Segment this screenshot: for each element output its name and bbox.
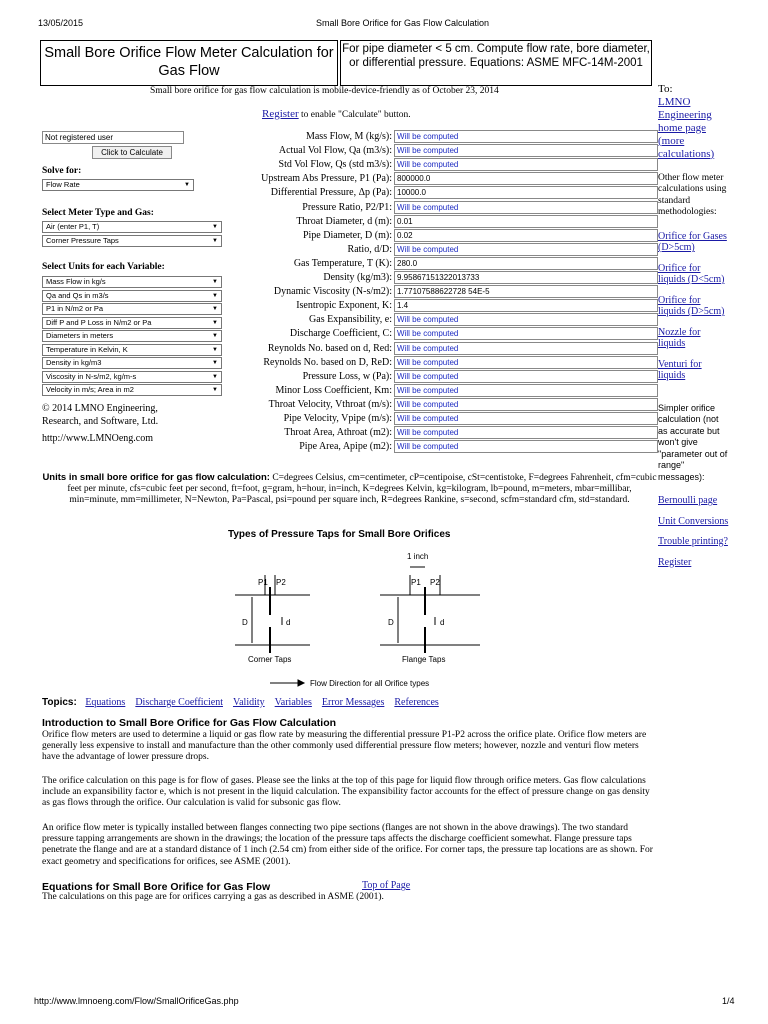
mobile-note: Small bore orifice for gas flow calculation is mobile-device-friendly as of October 23, 2014 — [150, 86, 499, 96]
sidebar-to: To: — [658, 83, 673, 95]
field-label: Isentropic Exponent, K: — [296, 300, 392, 312]
field-input[interactable]: 9.95867151322013733 — [394, 271, 658, 284]
unit-select-value: Density in kg/m3 — [46, 358, 102, 367]
chevron-down-icon: ▼ — [212, 292, 218, 299]
units-paragraph — [42, 472, 657, 507]
copyright — [42, 402, 158, 445]
page-title: Small Bore Orifice Flow Meter Calculation for Gas Flow — [40, 40, 338, 86]
field-input[interactable]: 800000.0 — [394, 172, 658, 185]
sidebar-links-orifice — [658, 231, 730, 382]
flange-p2-label: P2 — [430, 578, 440, 587]
register-link[interactable]: Register — [262, 108, 299, 120]
topic-link[interactable]: Variables — [274, 697, 312, 708]
unit-select[interactable] — [42, 276, 222, 288]
chevron-down-icon: ▼ — [212, 319, 218, 326]
sidebar-link[interactable]: Trouble printing? — [658, 536, 728, 547]
chevron-down-icon: ▼ — [212, 387, 218, 393]
print-url: http://www.lmnoeng.com/Flow/SmallOrificeGas.php — [34, 996, 239, 1006]
field-label: Actual Vol Flow, Qa (m3/s): — [278, 145, 392, 157]
chevron-down-icon: ▼ — [212, 373, 218, 380]
field-label: Dynamic Viscosity (N-s/m2): — [273, 286, 392, 298]
print-date: 13/05/2015 — [38, 18, 84, 28]
sidebar-link[interactable]: Venturi for liquids — [658, 358, 702, 381]
field-label: Throat Diameter, d (m): — [296, 215, 392, 227]
topic-link[interactable]: References — [394, 697, 439, 708]
field-input[interactable]: Will be computed — [394, 440, 658, 453]
topic-link[interactable]: Equations — [85, 697, 126, 708]
field-input[interactable]: Will be computed — [394, 426, 658, 439]
unit-select[interactable] — [42, 290, 222, 302]
field-input[interactable]: Will be computed — [394, 243, 658, 256]
chevron-down-icon: ▼ — [212, 306, 218, 312]
field-input[interactable]: 280.0 — [394, 257, 658, 270]
topic-link[interactable]: Error Messages — [321, 697, 385, 708]
field-label: Std Vol Flow, Qs (std m3/s): — [278, 159, 392, 171]
inch-label: 1 inch — [407, 552, 429, 561]
calculate-button[interactable]: Click to Calculate — [92, 146, 172, 159]
corner-d-label: d — [286, 618, 291, 627]
copyright-url[interactable]: http://www.LMNOeng.com — [42, 433, 154, 444]
flange-D-label: D — [388, 618, 394, 627]
field-label: Pipe Velocity, Vpipe (m/s): — [283, 413, 392, 424]
sidebar — [658, 84, 730, 577]
topic-links — [85, 697, 448, 708]
field-input[interactable]: Will be computed — [394, 412, 658, 425]
copyright-line1: © 2014 LMNO Engineering, — [42, 403, 158, 414]
sidebar-links-other — [658, 495, 730, 568]
field-label: Pipe Area, Apipe (m2): — [299, 441, 392, 453]
intro-p3: An orifice flow meter is typically installed between flanges connecting two pipe sections (flanges are not shown in the above drawings). The two standard pressure tapping arrangements are shown in the drawings; the location of the pressure taps affects the discharge coefficient somewhat. Flange pressure taps penetrate the flange and are at a standard distance of 1 inch (2.54 cm) from either side of the orifice. For corner taps, the pressure tap locations are as shown. For exact geometry and specifications for orifices, see ASME (2001). — [42, 823, 653, 867]
equations-heading: Equations for Small Bore Orifice for Gas Flow — [42, 881, 271, 893]
field-input[interactable]: 1.4 — [394, 299, 658, 312]
chevron-down-icon: ▼ — [212, 224, 218, 230]
flange-p1-label: P1 — [411, 578, 421, 587]
unit-select-value: Qa and Qs in m3/s — [46, 290, 109, 300]
topics-bar — [42, 697, 449, 708]
equations-p1: The calculations on this page are for orifices carrying a gas as described in ASME (2001). — [42, 892, 384, 902]
field-label: Density (kg/m3): — [323, 272, 392, 283]
unit-select[interactable] — [42, 344, 222, 356]
field-label: Pipe Diameter, D (m): — [302, 229, 392, 241]
flow-arrowhead — [298, 680, 304, 686]
meter-type-label: Select Meter Type and Gas: — [42, 208, 154, 218]
field-label: Reynolds No. based on D, ReD: — [263, 356, 392, 368]
field-input[interactable]: 1.77107588622728 54E-5 — [394, 285, 658, 298]
user-status-field[interactable]: Not registered user — [42, 131, 184, 144]
corner-p1-label: P1 — [258, 578, 268, 587]
field-input[interactable]: Will be computed — [394, 370, 658, 383]
field-input[interactable]: Will be computed — [394, 158, 658, 171]
unit-select[interactable] — [42, 384, 222, 396]
field-input[interactable]: Will be computed — [394, 398, 658, 411]
chevron-down-icon: ▼ — [212, 279, 218, 285]
topic-link[interactable]: Discharge Coefficient — [135, 697, 223, 708]
gas-value: Air (enter P1, T) — [46, 222, 100, 231]
unit-select-value: Temperature in Kelvin, K — [46, 344, 128, 354]
register-text: to enable "Calculate" button. — [298, 110, 411, 120]
field-label: Throat Velocity, Vthroat (m/s): — [268, 398, 392, 410]
sidebar-link[interactable]: Orifice for liquids (D<5cm) — [658, 262, 725, 285]
unit-select-value: Diff P and P Loss in N/m2 or Pa — [46, 317, 152, 327]
sidebar-link[interactable]: Orifice for Gases (D>5cm) — [658, 230, 727, 253]
flange-d-label: d — [440, 618, 445, 627]
sidebar-link[interactable]: Unit Conversions — [658, 515, 729, 527]
top-of-page-link[interactable]: Top of Page — [362, 880, 411, 891]
intro-p1: Orifice flow meters are used to determine a liquid or gas flow rate by measuring the differential pressure P1-P2 across the orifice plate. Orifice flow meters are generally less expensive to install and manufacture than the other commonly used differential pressure flow meters; however, nozzle and venturi flow meters have the advantage of lower pressure drops. — [42, 730, 647, 763]
corner-taps-label: Corner Taps — [248, 655, 292, 664]
unit-select[interactable] — [42, 317, 222, 329]
print-page-number: 1/4 — [722, 996, 735, 1006]
unit-select-value: Viscosity in N-s/m2, kg/m-s — [46, 371, 137, 381]
copyright-line2: Research, and Software, Ltd. — [42, 416, 159, 427]
units-paragraph-body: C=degrees Celsius, cm=centimeter, cP=centipoise, cSt=centistoke, F=degrees Fahrenheit, cfm=cubic feet per minute, cfs=cubic feet per second, ft=foot, g=gram, h=hour, in=inch, K=degrees Kelvin, kg=kilogram, lb=pound, m=meters, mbar=millibar, min=minute, mm=millimeter, N=Newton, Pa=Pascal, psi=pound per square inch, R=degrees Rankine, s=second, scfm=standard cfm, std=standard. — [67, 473, 657, 506]
field-label: Ratio, d/D: — [347, 243, 392, 255]
field-input[interactable]: 10000.0 — [394, 186, 658, 199]
unit-select[interactable] — [42, 371, 222, 383]
chevron-down-icon: ▼ — [212, 346, 218, 353]
field-label: Gas Temperature, T (K): — [293, 257, 392, 269]
field-label: Pressure Ratio, P2/P1: — [302, 201, 392, 213]
diagram-title: Types of Pressure Taps for Small Bore Orifices — [228, 529, 451, 540]
field-label: Differential Pressure, Δp (Pa): — [270, 187, 392, 199]
sidebar-link[interactable]: Orifice for liquids (D>5cm) — [658, 294, 725, 317]
sidebar-link[interactable]: Register — [658, 556, 692, 568]
tap-type-select[interactable] — [42, 235, 222, 247]
field-label: Reynolds No. based on d, Red: — [267, 342, 392, 354]
unit-select[interactable] — [42, 303, 222, 315]
units-paragraph-heading: Units in small bore orifice for gas flow calculation: — [42, 472, 270, 483]
solve-for-select[interactable] — [42, 179, 194, 191]
solve-for-label: Solve for: — [42, 166, 82, 176]
unit-select-value: Diameters in meters — [46, 331, 114, 340]
units-label: Select Units for each Variable: — [42, 262, 165, 272]
unit-select-value: Mass Flow in kg/s — [46, 277, 106, 286]
register-line — [262, 108, 411, 120]
page-description: For pipe diameter < 5 cm. Compute flow rate, bore diameter, or differential pressure. Equations: ASME MFC-14M-2001 — [340, 40, 652, 86]
chevron-down-icon: ▼ — [212, 238, 218, 244]
unit-select-value: P1 in N/m2 or Pa — [46, 304, 104, 313]
flange-taps-label: Flange Taps — [402, 655, 446, 664]
field-label: Throat Area, Athroat (m2): — [284, 427, 392, 439]
corner-D-label: D — [242, 618, 248, 627]
sidebar-link[interactable]: Nozzle for liquids — [658, 326, 701, 349]
corner-p2-label: P2 — [276, 578, 286, 587]
sidebar-simpler-text: Simpler orifice calculation (not as accurate but won't give "parameter out of range" messages): — [658, 402, 728, 482]
unit-select[interactable] — [42, 357, 222, 369]
pressure-taps-diagram — [230, 545, 490, 690]
topic-link[interactable]: Validity — [232, 697, 265, 708]
chevron-down-icon: ▼ — [184, 182, 190, 188]
field-input[interactable]: 0.02 — [394, 229, 658, 242]
intro-heading: Introduction to Small Bore Orifice for Gas Flow Calculation — [42, 717, 337, 729]
field-label: Pressure Loss, w (Pa): — [302, 370, 392, 382]
field-label: Minor Loss Coefficient, Km: — [275, 384, 392, 396]
chevron-down-icon: ▼ — [212, 333, 218, 339]
print-title: Small Bore Orifice for Gas Flow Calculation — [316, 18, 490, 28]
unit-select[interactable] — [42, 330, 222, 342]
topics-label: Topics: — [42, 697, 77, 708]
field-input[interactable]: Will be computed — [394, 313, 658, 326]
sidebar-home-link[interactable]: LMNO Engineering home page (more calculations) — [658, 95, 715, 160]
field-input[interactable]: Will be computed — [394, 130, 658, 143]
solve-for-value: Flow Rate — [46, 180, 80, 189]
chevron-down-icon: ▼ — [212, 360, 218, 366]
field-input[interactable]: Will be computed — [394, 342, 658, 355]
sidebar-other-text: Other flow meter calculations using standard methodologies: — [658, 172, 727, 217]
tap-type-value: Corner Pressure Taps — [46, 236, 119, 245]
field-input[interactable]: Will be computed — [394, 356, 658, 369]
field-label: Gas Expansibility, e: — [309, 314, 392, 326]
gas-select[interactable] — [42, 221, 222, 233]
field-input[interactable]: 0.01 — [394, 215, 658, 228]
flow-direction-label: Flow Direction for all Orifice types — [310, 679, 430, 688]
sidebar-link[interactable]: Bernoulli page — [658, 495, 718, 506]
field-label: Upstream Abs Pressure, P1 (Pa): — [261, 173, 392, 185]
intro-p2: The orifice calculation on this page is for flow of gases. Please see the links at the top of this page for liquid flow through orifice meters. Gas flow calculations include an expansibility factor e, which is not present in the liquid calculation. The expansibility factor accounts for the effect of pressure change on gas density as gas flows through the orifice. Our calculation is valid for subsonic gas flow. — [42, 776, 650, 809]
field-input[interactable]: Will be computed — [394, 144, 658, 157]
field-input[interactable]: Will be computed — [394, 201, 658, 214]
field-label: Discharge Coefficient, C: — [289, 328, 392, 340]
field-input[interactable]: Will be computed — [394, 384, 658, 397]
field-input[interactable]: Will be computed — [394, 327, 658, 340]
field-label: Mass Flow, M (kg/s): — [305, 131, 392, 142]
unit-select-value: Velocity in m/s; Area in m2 — [46, 385, 134, 394]
